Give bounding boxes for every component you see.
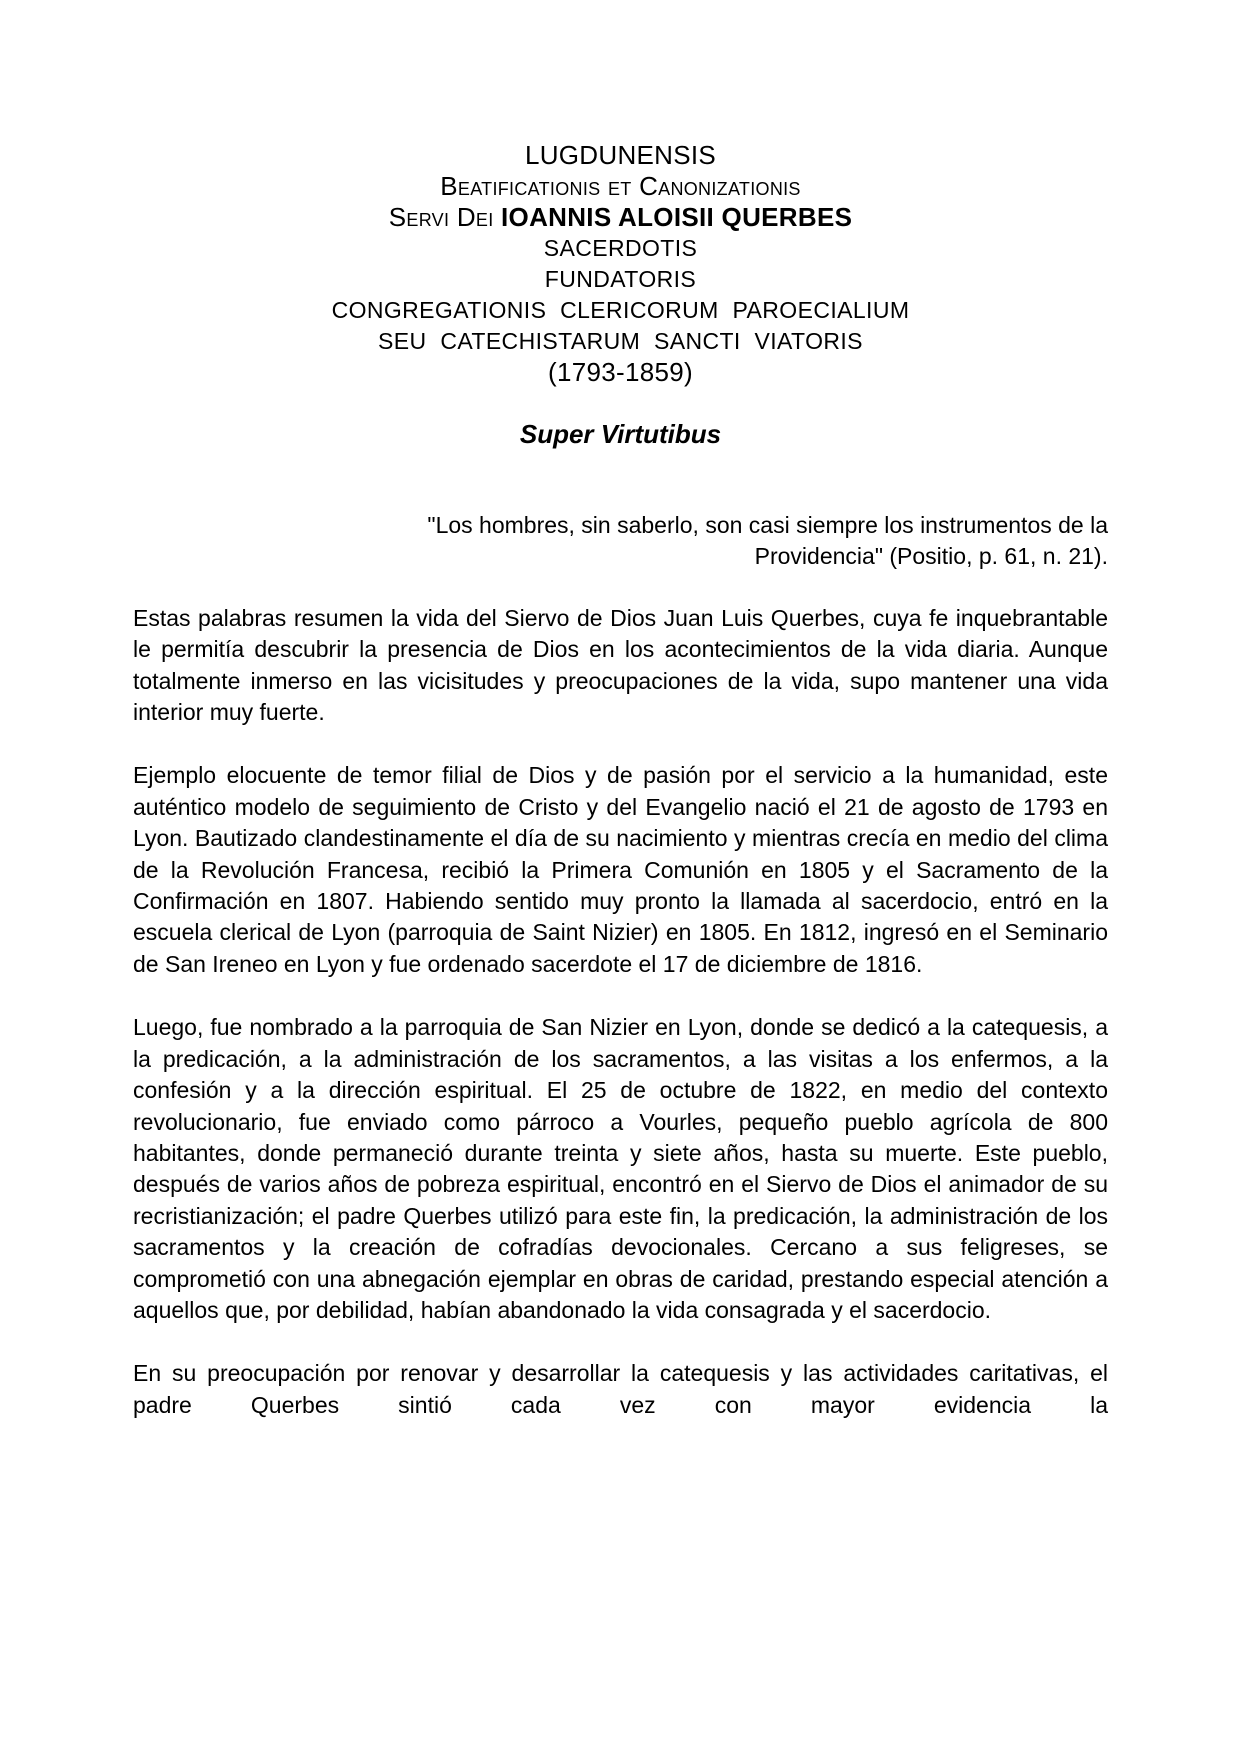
header-diocese-title: LUGDUNENSIS xyxy=(524,140,717,170)
header-years: (1793-1859) xyxy=(548,357,693,387)
opening-quote xyxy=(133,510,1108,573)
header-congregation-line2: SEU CATECHISTARUM SANCTI VIATORIS xyxy=(378,328,863,354)
document-header xyxy=(133,140,1108,388)
document-body xyxy=(133,603,1108,1421)
header-servant-prefix: Servi Dei xyxy=(388,202,502,232)
paragraph-2: Ejemplo elocuente de temor filial de Dios y de pasión por el servicio a la humanidad, este auténtico modelo de seguimiento de Cristo y del Evangelio nació el 21 de agosto de 1793 en Lyon. Bautizado clandestinamente el día de su nacimiento y mientras crecía en medio del clima de la Revolución Francesa, recibió la Primera Comunión en 1805 y el Sacramento de la Confirmación en 1807. Habiendo sentido muy pronto la llamada al sacerdocio, entró en la escuela clerical de Lyon (parroquia de Saint Nizier) en 1805. En 1812, ingresó en el Seminario de San Ireneo en Lyon y fue ordenado sacerdote el 17 de diciembre de 1816. xyxy=(133,762,1108,977)
header-role-priest: SACERDOTIS xyxy=(543,235,698,261)
paragraph-1: Estas palabras resumen la vida del Siervo de Dios Juan Luis Querbes, cuya fe inquebrantable le permitía descubrir la presencia de Dios en los acontecimientos de la vida diaria. Aunque totalmente inmerso en las vicisitudes y preocupaciones de la vida, supo mantener una vida interior muy fuerte. xyxy=(133,604,1108,726)
quote-line-2: Providencia" (Positio, p. 61, n. 21). xyxy=(754,543,1108,570)
paragraph-4: En su preocupación por renovar y desarrollar la catequesis y las actividades caritativas, el padre Querbes sintió cada vez con mayor evidencia la xyxy=(133,1360,1108,1418)
paragraph-3: Luego, fue nombrado a la parroquia de San Nizier en Lyon, donde se dedicó a la catequesis, a la predicación, a la administración de los sacramentos, a las visitas a los enfermos, a la confesión y a la dirección espiritual. El 25 de octubre de 1822, en medio del contexto revolucionario, fue enviado como párroco a Vourles, pequeño pueblo agrícola de 800 habitantes, donde permaneció durante treinta y siete años, hasta su muerte. Este pueblo, después de varios años de pobreza espiritual, encontró en el Siervo de Dios el animador de su recristianización; el padre Querbes utilizó para este fin, la predicación, la administración de los sacramentos y la creación de cofradías devocionales. Cercano a sus feligreses, se comprometió con una abnegación ejemplar en obras de caridad, prestando especial atención a aquellos que, por debilidad, habían abandonado la vida consagrada y el sacerdocio. xyxy=(133,1014,1108,1323)
document-subtitle: Super Virtutibus xyxy=(519,419,722,449)
document-content xyxy=(133,140,1108,1421)
header-cause-title: Beatificationis et Canonizationis xyxy=(440,171,801,201)
header-congregation-line1: CONGREGATIONIS CLERICORUM PAROECIALIUM xyxy=(331,297,910,323)
header-servant-line xyxy=(133,202,1108,233)
quote-line-1: "Los hombres, sin saberlo, son casi siempre los instrumentos de la xyxy=(427,512,1108,538)
header-servant-name: IOANNIS ALOISII QUERBES xyxy=(501,202,853,232)
header-role-founder: FUNDATORIS xyxy=(544,266,697,292)
